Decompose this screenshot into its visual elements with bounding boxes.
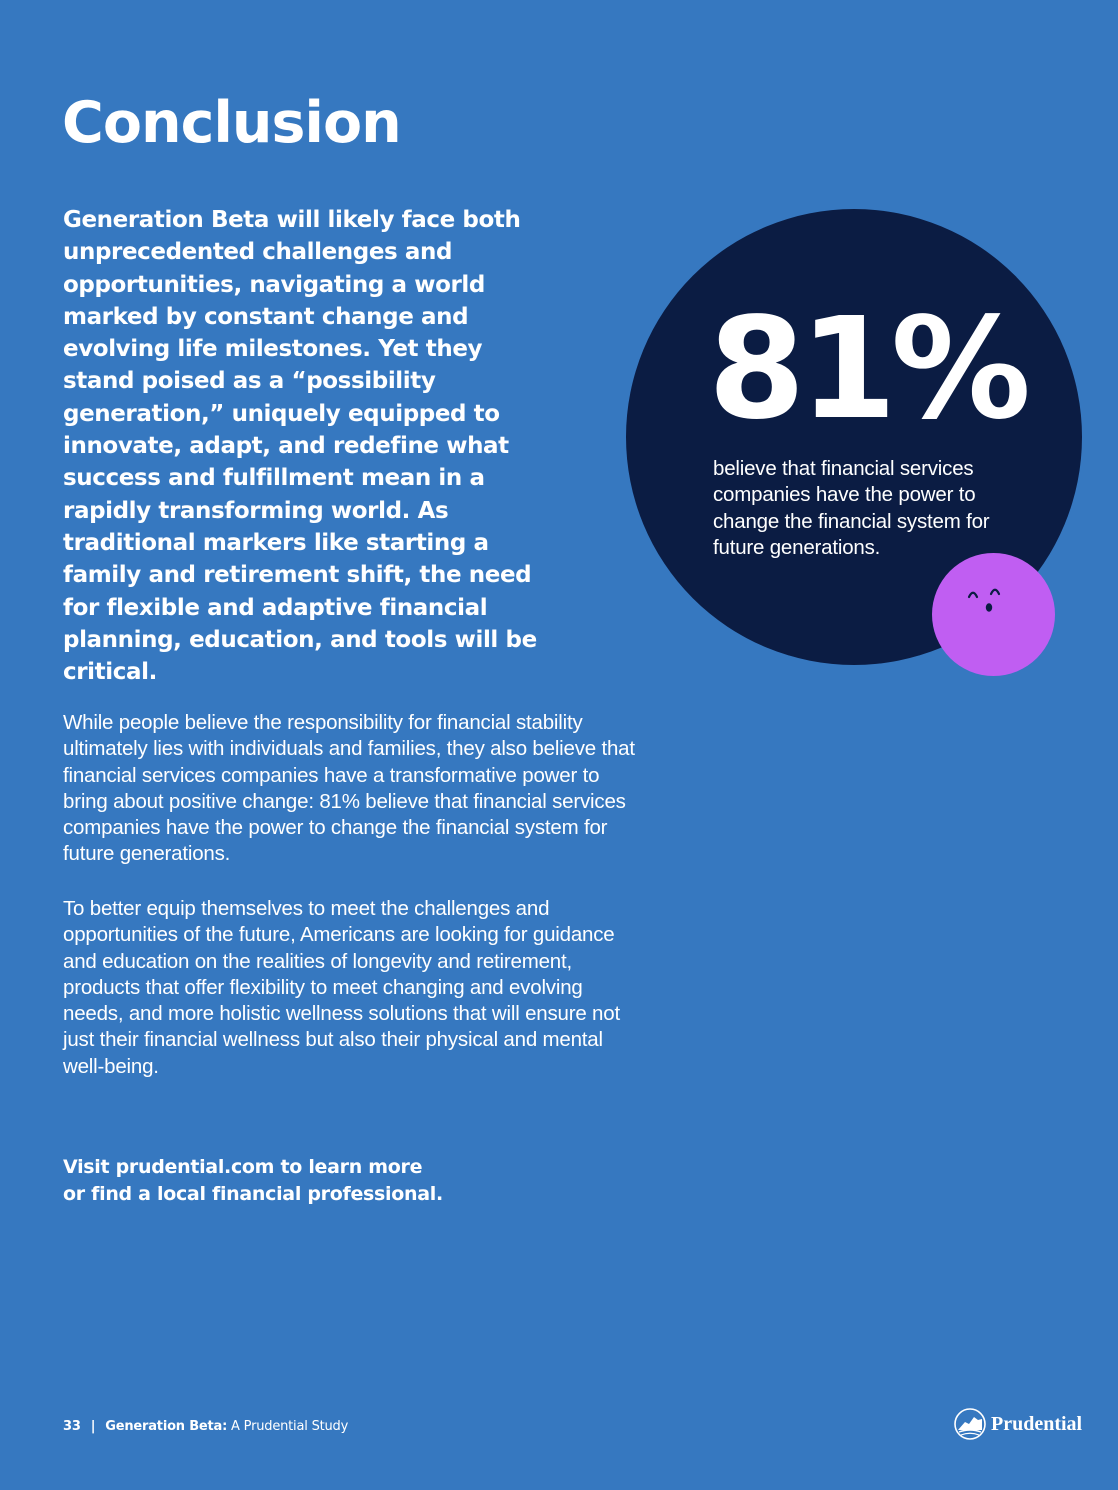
footer-subtitle: A Prudential Study [227, 1419, 349, 1434]
visit-cta-line-2: or find a local financial professional. [63, 1183, 443, 1205]
visit-cta-line-1: Visit prudential.com to learn more [63, 1156, 423, 1178]
footer-separator: | [90, 1419, 96, 1434]
footer-series: Generation Beta: [105, 1419, 228, 1434]
stat-caption: believe that financial services companies have the power to change the financial system for future generations. [713, 457, 990, 559]
brand-name: Prudential [991, 1413, 1083, 1435]
page-title: Conclusion [62, 90, 401, 156]
body-paragraph-2: To better equip themselves to meet the challenges and opportunities of the future, Americans are looking for guidance and education on the realities of longevity and retirement, products that offer flexibility to meet changing and evolving needs, and more holistic wellness solutions that will ensure not just their financial wellness but also their physical and mental well-being. [63, 897, 620, 1078]
body-paragraph-1: While people believe the responsibility for financial stability ultimately lies with individuals and families, they also believe that financial services companies have a transformative power to bring about positive change: 81% believe that financial services companies have the power to change the financial system for future generations. [63, 711, 635, 866]
intro-paragraph: Generation Beta will likely face both unprecedented challenges and opportunities, navigating a world marked by constant change and evolving life milestones. Yet they stand poised as a “possibility generation,” uniquely equipped to innovate, adapt, and redefine what success and fulfillment mean in a rapidly transforming world. As traditional markers like starting a family and retirement shift, the need for flexible and adaptive financial planning, education, and tools will be critical. [63, 207, 537, 686]
prudential-logo [954, 1406, 1082, 1442]
smiling-face-icon [932, 553, 1055, 676]
stat-value: 81% [708, 288, 1026, 451]
footer [63, 1417, 348, 1437]
rock-of-gibraltar-logo [954, 1408, 986, 1440]
page-number: 33 [63, 1419, 81, 1434]
visit-cta [63, 1154, 523, 1208]
